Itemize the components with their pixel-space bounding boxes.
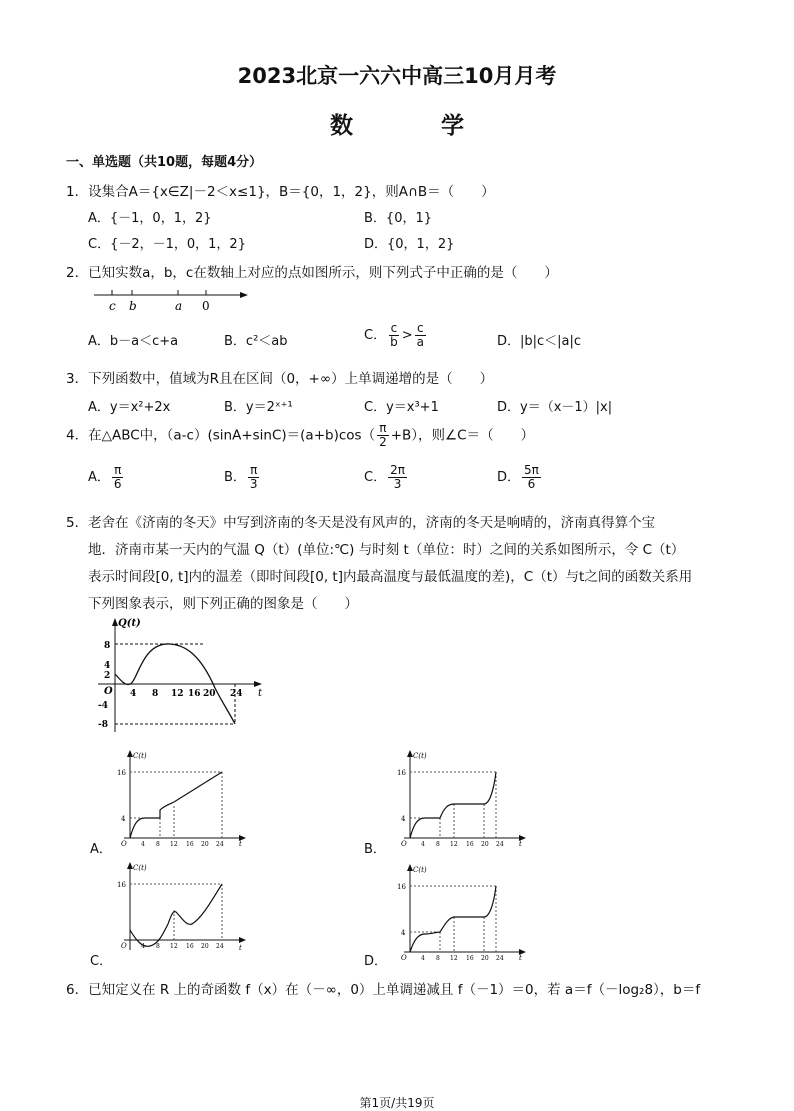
- q1-option-a: A．{－1，0，1，2}: [88, 211, 212, 226]
- q-ylabel: Q(t): [118, 618, 141, 629]
- q-ytick: -8: [98, 720, 108, 730]
- c-ytick: 4: [121, 815, 126, 823]
- q-xtick: 4: [130, 689, 137, 699]
- c-xtick: 8: [156, 943, 160, 950]
- frac-num: 2π: [390, 463, 405, 477]
- c-xtick: 20: [481, 841, 489, 848]
- temperature-graph: [90, 614, 280, 739]
- subject-title: 数 学: [329, 113, 504, 139]
- q5-option-b: B．: [364, 842, 386, 857]
- q-xlabel: t: [258, 688, 263, 699]
- c-xtick: 4: [421, 955, 425, 962]
- option-b-graph: [392, 748, 532, 848]
- c-xlabel: t: [239, 944, 242, 952]
- q5-option-c: C．: [90, 954, 113, 969]
- frac-den: 6: [527, 477, 536, 491]
- page-title: 2023北京一六六中高三10月月考: [237, 64, 557, 88]
- c-xlabel: t: [519, 954, 522, 962]
- c-xtick: 24: [496, 841, 504, 848]
- q1-option-d: D．{0，1，2}: [364, 237, 455, 252]
- c-ytick: 4: [401, 815, 406, 823]
- q-xtick: 12: [171, 689, 184, 699]
- frac-num: π: [379, 421, 387, 435]
- q1-stem: 1．设集合A＝{x∈Z|－2＜x≤1}，B＝{0，1，2}，则A∩B＝（ ）: [66, 184, 495, 200]
- q-ytick: 4: [104, 661, 111, 671]
- q1-option-c: C．{－2，－1，0，1，2}: [88, 237, 246, 252]
- c-ytick: 16: [117, 769, 126, 777]
- q2-option-c: [364, 322, 428, 349]
- q5-line-1: 5．老舍在《济南的冬天》中写到济南的冬天是没有风声的，济南的冬天是响晴的，济南真得算个宝: [66, 515, 656, 531]
- q2-option-d: D．|b|c＜|a|c: [497, 334, 582, 349]
- c-xtick: 8: [436, 841, 440, 848]
- c-xtick: 20: [201, 841, 209, 848]
- q3-option-a: A．y＝x²+2x: [88, 400, 171, 415]
- q3-option-d: D．y＝（x－1）|x|: [497, 400, 613, 415]
- number-line-figure: [88, 285, 253, 315]
- c-xtick: 12: [170, 943, 178, 950]
- option-label: B．: [224, 470, 246, 485]
- c-xtick: 16: [186, 943, 194, 950]
- frac-num: c: [390, 321, 398, 335]
- frac-num: 5π: [524, 463, 539, 477]
- c-xtick: 24: [216, 841, 224, 848]
- c-xlabel: t: [239, 840, 242, 848]
- q5-option-d: D．: [364, 954, 388, 969]
- c-xtick: 20: [481, 955, 489, 962]
- c-ytick: 4: [401, 929, 406, 937]
- axis-label-zero: 0: [202, 299, 210, 313]
- q3-stem: 3．下列函数中，值域为R且在区间（0，+∞）上单调递增的是（ ）: [66, 371, 494, 387]
- frac-den: b: [390, 335, 398, 349]
- c-xtick: 16: [186, 841, 194, 848]
- c-xtick: 4: [141, 943, 145, 950]
- c-ytick: 16: [397, 883, 406, 891]
- c-xtick: 16: [466, 955, 474, 962]
- c-ylabel: C(t): [133, 864, 147, 872]
- q-ytick: 8: [104, 641, 111, 651]
- q4-option-c: [364, 464, 409, 491]
- option-a-graph: [112, 748, 252, 848]
- q4-stem-post: +B），则∠C＝（ ）: [390, 427, 535, 444]
- frac-den: 3: [249, 477, 258, 491]
- c-xtick: 12: [450, 955, 458, 962]
- c-xlabel: t: [519, 840, 522, 848]
- c-xtick: 4: [141, 841, 145, 848]
- q2-stem: 2．已知实数a，b，c在数轴上对应的点如图所示，则下列式子中正确的是（ ）: [66, 265, 558, 281]
- option-d-graph: [392, 862, 532, 962]
- q3-option-b: B．y＝2ˣ⁺¹: [224, 400, 293, 415]
- q-origin: O: [104, 686, 113, 697]
- c-ytick: 16: [117, 881, 126, 889]
- c-origin: O: [401, 840, 407, 848]
- frac-den: 2: [379, 435, 387, 449]
- axis-label-b: b: [129, 299, 137, 313]
- frac-den: 3: [393, 477, 402, 491]
- c-xtick: 4: [421, 841, 425, 848]
- page-footer: 第1页/共19页: [359, 1096, 435, 1110]
- c-origin: O: [121, 840, 127, 848]
- axis-label-a: a: [175, 299, 183, 313]
- q5-line-2: 地．济南市某一天内的气温 Q（t）(单位:℃) 与时刻 t（单位：时）之间的关系如图所示，令 C（t）: [88, 542, 685, 558]
- c-origin: O: [401, 954, 407, 962]
- c-xtick: 24: [216, 943, 224, 950]
- q4-option-b: [224, 464, 262, 491]
- c-ylabel: C(t): [133, 752, 147, 760]
- q-xtick: 24: [230, 689, 243, 699]
- q-ytick: -4: [98, 701, 108, 711]
- greater-than-sign: >: [401, 328, 413, 343]
- q5-option-a: A．: [90, 842, 112, 857]
- q4-stem: [66, 422, 534, 449]
- c-xtick: 20: [201, 943, 209, 950]
- q4-option-d: [497, 464, 543, 491]
- q2-option-c-label: C．: [364, 328, 387, 343]
- axis-label-c: c: [109, 299, 116, 313]
- frac-den: 6: [113, 477, 122, 491]
- frac-den: a: [416, 335, 424, 349]
- c-ytick: 16: [397, 769, 406, 777]
- c-xtick: 12: [450, 841, 458, 848]
- option-c-graph: [112, 860, 252, 960]
- c-xtick: 12: [170, 841, 178, 848]
- q-xtick: 20: [203, 689, 216, 699]
- option-label: D．: [497, 470, 521, 485]
- c-xtick: 16: [466, 841, 474, 848]
- c-xtick: 8: [436, 955, 440, 962]
- q-xtick: 8: [152, 689, 159, 699]
- frac-num: c: [416, 321, 424, 335]
- q6-stem: 6．已知定义在 R 上的奇函数 f（x）在（－∞，0）上单调递减且 f（－1）＝0，若 a＝f（－log₂8），b＝f: [66, 982, 701, 998]
- c-ylabel: C(t): [413, 866, 427, 874]
- q3-option-c: C．y＝x³+1: [364, 400, 439, 415]
- q4-stem-pre: 4．在△ABC中，（a-c）(sinA+sinC)＝(a+b)cos（: [66, 427, 376, 444]
- q5-line-3: 表示时间段[0, t]内的温差（即时间段[0, t]内最高温度与最低温度的差)，C（t）与t之间的函数关系用: [88, 569, 693, 585]
- section-heading: 一、单选题（共10题，每题4分）: [66, 155, 263, 170]
- c-origin: O: [121, 942, 127, 950]
- q-ytick: 2: [104, 671, 111, 681]
- c-xtick: 24: [496, 955, 504, 962]
- c-ylabel: C(t): [413, 752, 427, 760]
- q5-line-4: 下列图象表示，则下列正确的图象是（ ）: [88, 596, 358, 612]
- q1-option-b: B．{0，1}: [364, 211, 433, 226]
- q-xtick: 16: [188, 689, 201, 699]
- option-label: C．: [364, 470, 387, 485]
- q2-option-b: B．c²＜ab: [224, 334, 288, 349]
- q4-option-a: [88, 464, 126, 491]
- c-xtick: 8: [156, 841, 160, 848]
- frac-num: π: [250, 463, 258, 477]
- option-label: A．: [88, 470, 110, 485]
- frac-num: π: [114, 463, 122, 477]
- q2-option-a: A．b－a＜c+a: [88, 334, 179, 349]
